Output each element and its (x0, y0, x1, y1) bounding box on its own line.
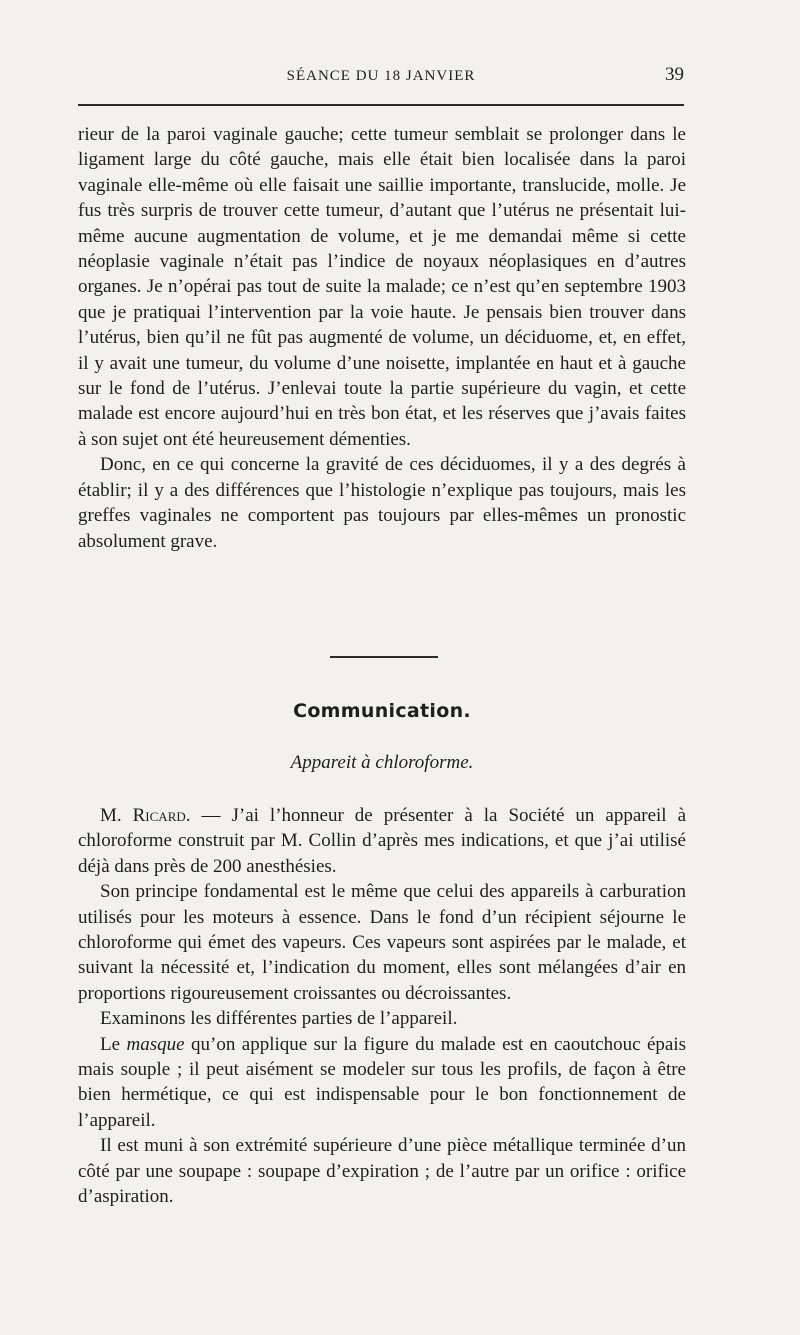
speaker-name: M. Ricard. (100, 805, 191, 826)
page-number: 39 (665, 64, 684, 85)
paragraph-mask-text: qu’on applique sur la figure du malade est en caoutchouc épais mais souple ; il peut aisément se modeler sur tous les profils, de façon à être bien hermétique, ce qui est indispensable pour le bon fonctionnement de l’appareil. (78, 1033, 687, 1131)
section-subheading: Appareit à chloroforme. (290, 752, 474, 773)
paragraph-introduction (78, 803, 686, 879)
term-masque: masque (126, 1033, 185, 1055)
section-heading: Communication. (293, 700, 471, 722)
paragraph-principle: Son principe fondamental est le même que celui des appareils à carburation utilisés pour les moteurs à essence. Dans le fond d’un récipient séjourne le chloroforme qui émet des vapeurs. Ces vapeurs sont aspirées par le malade, et suivant la nécessité et, l’indication du moment, elles sont mélangées d’air en proportions rigoureusement croissantes ou décroissantes. (78, 881, 686, 1004)
running-head-title: SÉANCE DU 18 JANVIER (286, 68, 476, 84)
header-rule (78, 104, 684, 106)
text-block-communication (78, 803, 686, 1210)
paragraph-mask-lead: Le (100, 1033, 127, 1055)
section-divider (330, 656, 438, 658)
paragraph-valve: Il est muni à son extrémité supérieure d’une pièce métallique terminée d’un côté par une soupape : soupape d’expiration ; de l’autre par un orifice : orifice d’aspiration. (78, 1135, 686, 1208)
text-block-continuation (78, 122, 686, 554)
paragraph-continued: rieur de la paroi vaginale gauche; cette tumeur semblait se prolonger dans le ligament large du côté gauche, mais elle était bien localisée dans la paroi vaginale elle-même où elle faisait une saillie importante, translucide, molle. Je fus très surpris de trouver cette tumeur, d’autant que l’utérus ne présentait lui-même aucune augmentation de volume, et je me demandai même si cette néoplasie vaginale n’était pas l’indice de noyaux néoplasiques en d’autres organes. Je n’opérai pas tout de suite la malade; ce n’est qu’en septembre 1903 que je pratiquai l’intervention par la voie haute. Je pensais bien trouver dans l’utérus, bien qu’il ne fût pas augmenté de volume, un déciduome, et, en effet, il y avait une tumeur, du volume d’une noisette, implantée en haut et à gauche sur le fond de l’utérus. J’enlevai toute la partie supérieure du vagin, et cette malade est encore aujourd’hui en très bon état, et les réserves que j’avais faites à son sujet ont été heureusement démenties. (78, 124, 686, 450)
paragraph-parts: Examinons les différentes parties de l’appareil. (100, 1008, 458, 1030)
paragraph-introduction-text: — J’ai l’honneur de présenter à la Société un appareil à chloroforme construit par M. Collin d’après mes indications, et que j’ai utilisé déjà dans près de 200 anesthésies. (78, 805, 687, 877)
running-head (78, 64, 684, 92)
paragraph-mask (78, 1032, 686, 1134)
paragraph-conclusion: Donc, en ce qui concerne la gravité de ces déciduomes, il y a des degrés à établir; il y a des différences que l’histologie n’explique pas toujours, mais les greffes vaginales ne comportent pas toujours par elles-mêmes un pronostic absolument grave. (78, 454, 686, 552)
